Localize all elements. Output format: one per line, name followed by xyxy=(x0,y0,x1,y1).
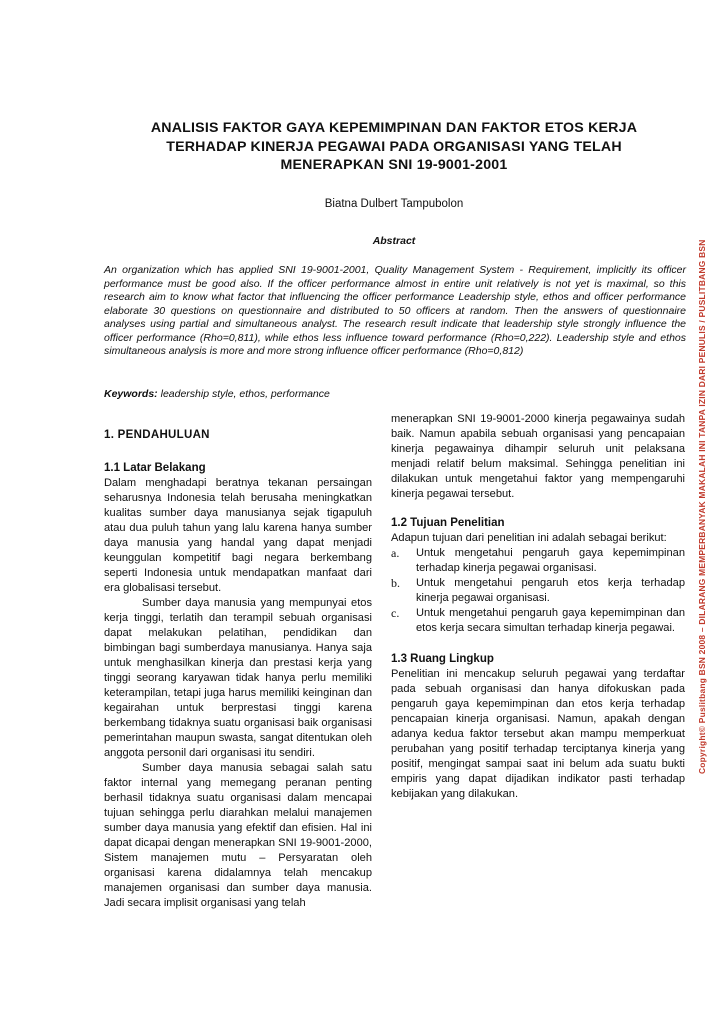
left-paragraph-2: Sumber daya manusia yang mempunyai etos kerja tinggi, terlatih dan terampil sebuah organisasi dapat melakukan pelatihan, pendidikan dan bimbingan bagi sumberdaya manusianya. Hanya saja untuk menghasilkan kinerja dan prestasi kerja yang tinggi seorang karyawan tidak hanya perlu memiliki keterampilan, tetapi juga harus memiliki keinginan dan kegairahan untuk berprestasi tinggi karena berkembang tidaknya suatu organisasi baik organisasi pemerintahan maupun swasta, sangat ditentukan oleh anggota personil dari organisasi itu sendiri. xyxy=(104,597,372,759)
keywords-label: Keywords: xyxy=(104,388,158,400)
list-item-label: a. xyxy=(391,546,400,560)
title-line-1: ANALISIS FAKTOR GAYA KEPEMIMPINAN DAN FAKTOR ETOS KERJA xyxy=(150,120,638,136)
abstract-text: An organization which has applied SNI 19-9001-2001, Quality Management System - Requirement, implicitly its officer performance must be good also. If the officer performance almost in entire unit relatively is not yet is maximal, so this research aim to know what factor that influencing the officer performance Leadership style, ethos and officer performance elaborate 30 questions on questionnaire and distributed to 50 officers at random. Then the answers of questionnaire analyses using partial and simultaneous analyst. The research result indicate that leadership style strongly influence the officer performance (Rho=0,811), while ethos less influence toward performance (Rho=0,222). Leadership style and ethos simultaneous analysis is more and more strong influence officer performance (Rho=0,812) xyxy=(104,264,686,357)
list-item xyxy=(391,606,685,636)
list-item-text: Untuk mengetahui pengaruh gaya kepemimpinan terhadap kinerja pegawai organisasi. xyxy=(416,547,685,574)
list-item-text: Untuk mengetahui pengaruh etos kerja terhadap kinerja pegawai organisasi. xyxy=(416,577,685,604)
paper-title xyxy=(105,119,683,175)
keywords-text: leadership style, ethos, performance xyxy=(157,388,330,400)
list-item-label: b. xyxy=(391,576,400,590)
ruang-lingkup-paragraph: Penelitian ini mencakup seluruh pegawai yang terdaftar pada sebuah organisasi dan hanya difokuskan pada pengaruh gaya kepemimpinan dan etos kerja terhadap pencapaian kinerja organisasi. Namun, apakah dengan adanya kedua faktor tersebut akan mampu memperkuat perubahan yang positif terhadap terciptanya kinerja yang positif, mengingat sampai saat ini belum ada suatu bukti empiris yang dapat dijadikan indikator pasti terhadap kebijakan yang dilakukan. xyxy=(391,668,685,800)
objectives-list xyxy=(391,546,685,636)
list-item-label: c. xyxy=(391,606,400,620)
left-column xyxy=(104,412,372,911)
subsection-heading-ruang-lingkup: 1.3 Ruang Lingkup xyxy=(391,653,494,665)
author-name: Biatna Dulbert Tampubolon xyxy=(324,198,464,210)
copyright-notice: Copyright© Puslitbang BSN 2008 – DILARANG MEMPERBANYAK MAKALAH INI TANPA IZIN DARI PENULIS / PUSLITBANG BSN xyxy=(697,239,707,774)
abstract-heading: Abstract xyxy=(372,235,416,247)
keywords xyxy=(104,388,686,400)
subsection-heading-tujuan: 1.2 Tujuan Penelitian xyxy=(391,517,505,529)
left-paragraph-3: Sumber daya manusia sebagai salah satu faktor internal yang memegang peranan penting berhasil tidaknya suatu organisasi dalam mencapai tujuan sehingga perlu diarahkan melalui manajemen sumber daya manusia yang efektif dan efisien. Hal ini dapat dicapai dengan menerapkan SNI 19-9001-2000, Sistem manajemen mutu – Persyaratan oleh organisasi karena didalamnya telah mencakup manajemen organisasi dan sumber daya manusia. Jadi secara implisit organisasi yang telah xyxy=(104,762,372,909)
list-item-text: Untuk mengetahui pengaruh gaya kepemimpinan dan etos kerja secara simultan terhadap kinerja pegawai. xyxy=(416,607,685,634)
title-line-2: TERHADAP KINERJA PEGAWAI PADA ORGANISASI YANG TELAH xyxy=(166,138,622,155)
right-intro-paragraph: menerapkan SNI 19-9001-2000 kinerja pegawainya sudah baik. Namun apabila sebuah organisasi yang pencapaian kinerja pegawainya dihampir seluruh unit pelaksana menjadi relatif belum maksimal. Sehingga penelitian ini dilakukan untuk mengetahui faktor yang mempengaruhi kinerja pegawai tersebut. xyxy=(391,413,685,500)
right-column xyxy=(391,412,685,802)
subsection-heading-latar-belakang: 1.1 Latar Belakang xyxy=(104,462,206,474)
left-paragraph-1: Dalam menghadapi beratnya tekanan persaingan seharusnya Indonesia telah berusaha meningkatkan kualitas sumber daya manusianya sejak tigapuluh atau dua puluh tahun yang lalu karena hanya sumber daya manusia yang handal yang dapat menjadi keunggulan kompetitif bagi negara berkembang seperti Indonesia untuk mendapatkan manfaat dari era globalisasi tersebut. xyxy=(104,477,372,594)
tujuan-intro: Adapun tujuan dari penelitian ini adalah sebagai berikut: xyxy=(391,532,667,544)
list-item xyxy=(391,576,685,606)
section-heading-pendahuluan: 1. PENDAHULUAN xyxy=(104,429,210,441)
list-item xyxy=(391,546,685,576)
title-line-3: MENERAPKAN SNI 19-9001-2001 xyxy=(280,157,508,174)
